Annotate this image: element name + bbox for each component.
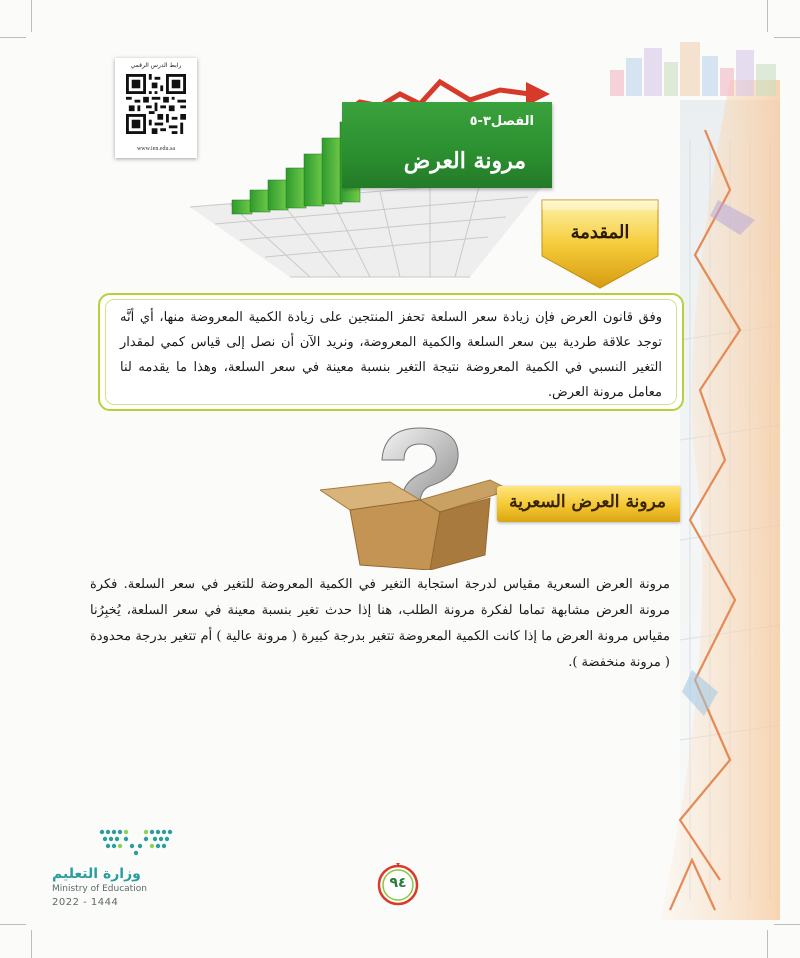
crop-mark: [774, 37, 800, 38]
section-banner: [497, 486, 680, 522]
chapter-banner: [342, 102, 552, 188]
ministry-name-ar: وزارة التعليم: [52, 866, 141, 882]
intro-badge: [538, 196, 662, 292]
crop-mark: [31, 930, 32, 958]
chapter-title: مرونة العرض: [403, 148, 526, 174]
crop-mark: [767, 930, 768, 958]
chapter-number: الفصل٣-٥: [469, 114, 534, 129]
ministry-year: 2022 - 1444: [52, 897, 119, 908]
intro-label: المقدمة: [570, 222, 630, 243]
shield-badge-icon: [538, 196, 662, 292]
crop-mark: [0, 37, 26, 38]
qr-caption: رابط الدرس الرقمي: [130, 62, 182, 69]
question-box-icon: [320, 420, 520, 570]
qr-url[interactable]: www.ien.edu.sa: [136, 146, 176, 152]
page-number-badge: [376, 863, 420, 907]
crop-mark: [767, 0, 768, 32]
section-paragraph: مرونة العرض السعرية مقياس لدرجة استجابة التغير في الكمية المعروضة للتغير في سعر السلعة. فكرة مرونة العرض مشابهة تماما لفكرة مرونة الطلب، هنا إذا حدث تغير بنسبة معينة في سعر السلعة، يُخبِرُنا مقياس مرونة العرض ما إذا كانت الكمية المعروضة تتغير بدرجة كبيرة ( مرونة عالية ) أم تتغير بدرجة محدودة ( مرونة منخفضة ).: [90, 577, 670, 670]
qr-code-icon[interactable]: [126, 74, 186, 134]
decorative-side-graphic: [600, 40, 780, 920]
ministry-name-en: Ministry of Education: [52, 884, 147, 894]
crop-mark: [0, 924, 26, 925]
section-title: مرونة العرض السعرية: [509, 492, 666, 512]
qr-card[interactable]: [115, 58, 197, 158]
intro-box: [98, 293, 684, 411]
ministry-logo-icon: [96, 826, 188, 860]
intro-paragraph: وفق قانون العرض فإن زيادة سعر السلعة تحفز المنتجين على زيادة الكمية المعروضة منها، أي أنَّه توجد علاقة طردية بين سعر السلعة والكمية المعروضة، ونريد الآن أن نصل إلى قياس كمي لمقدار التغير النسبي في الكمية المعروضة نتيجة التغير بنسبة معينة في سعر السلعة، وهذا ما يقدمه لنا معامل مرونة العرض.: [120, 310, 663, 400]
crop-mark: [774, 924, 800, 925]
crop-mark: [31, 0, 32, 32]
page-number: ٩٤: [389, 875, 407, 891]
